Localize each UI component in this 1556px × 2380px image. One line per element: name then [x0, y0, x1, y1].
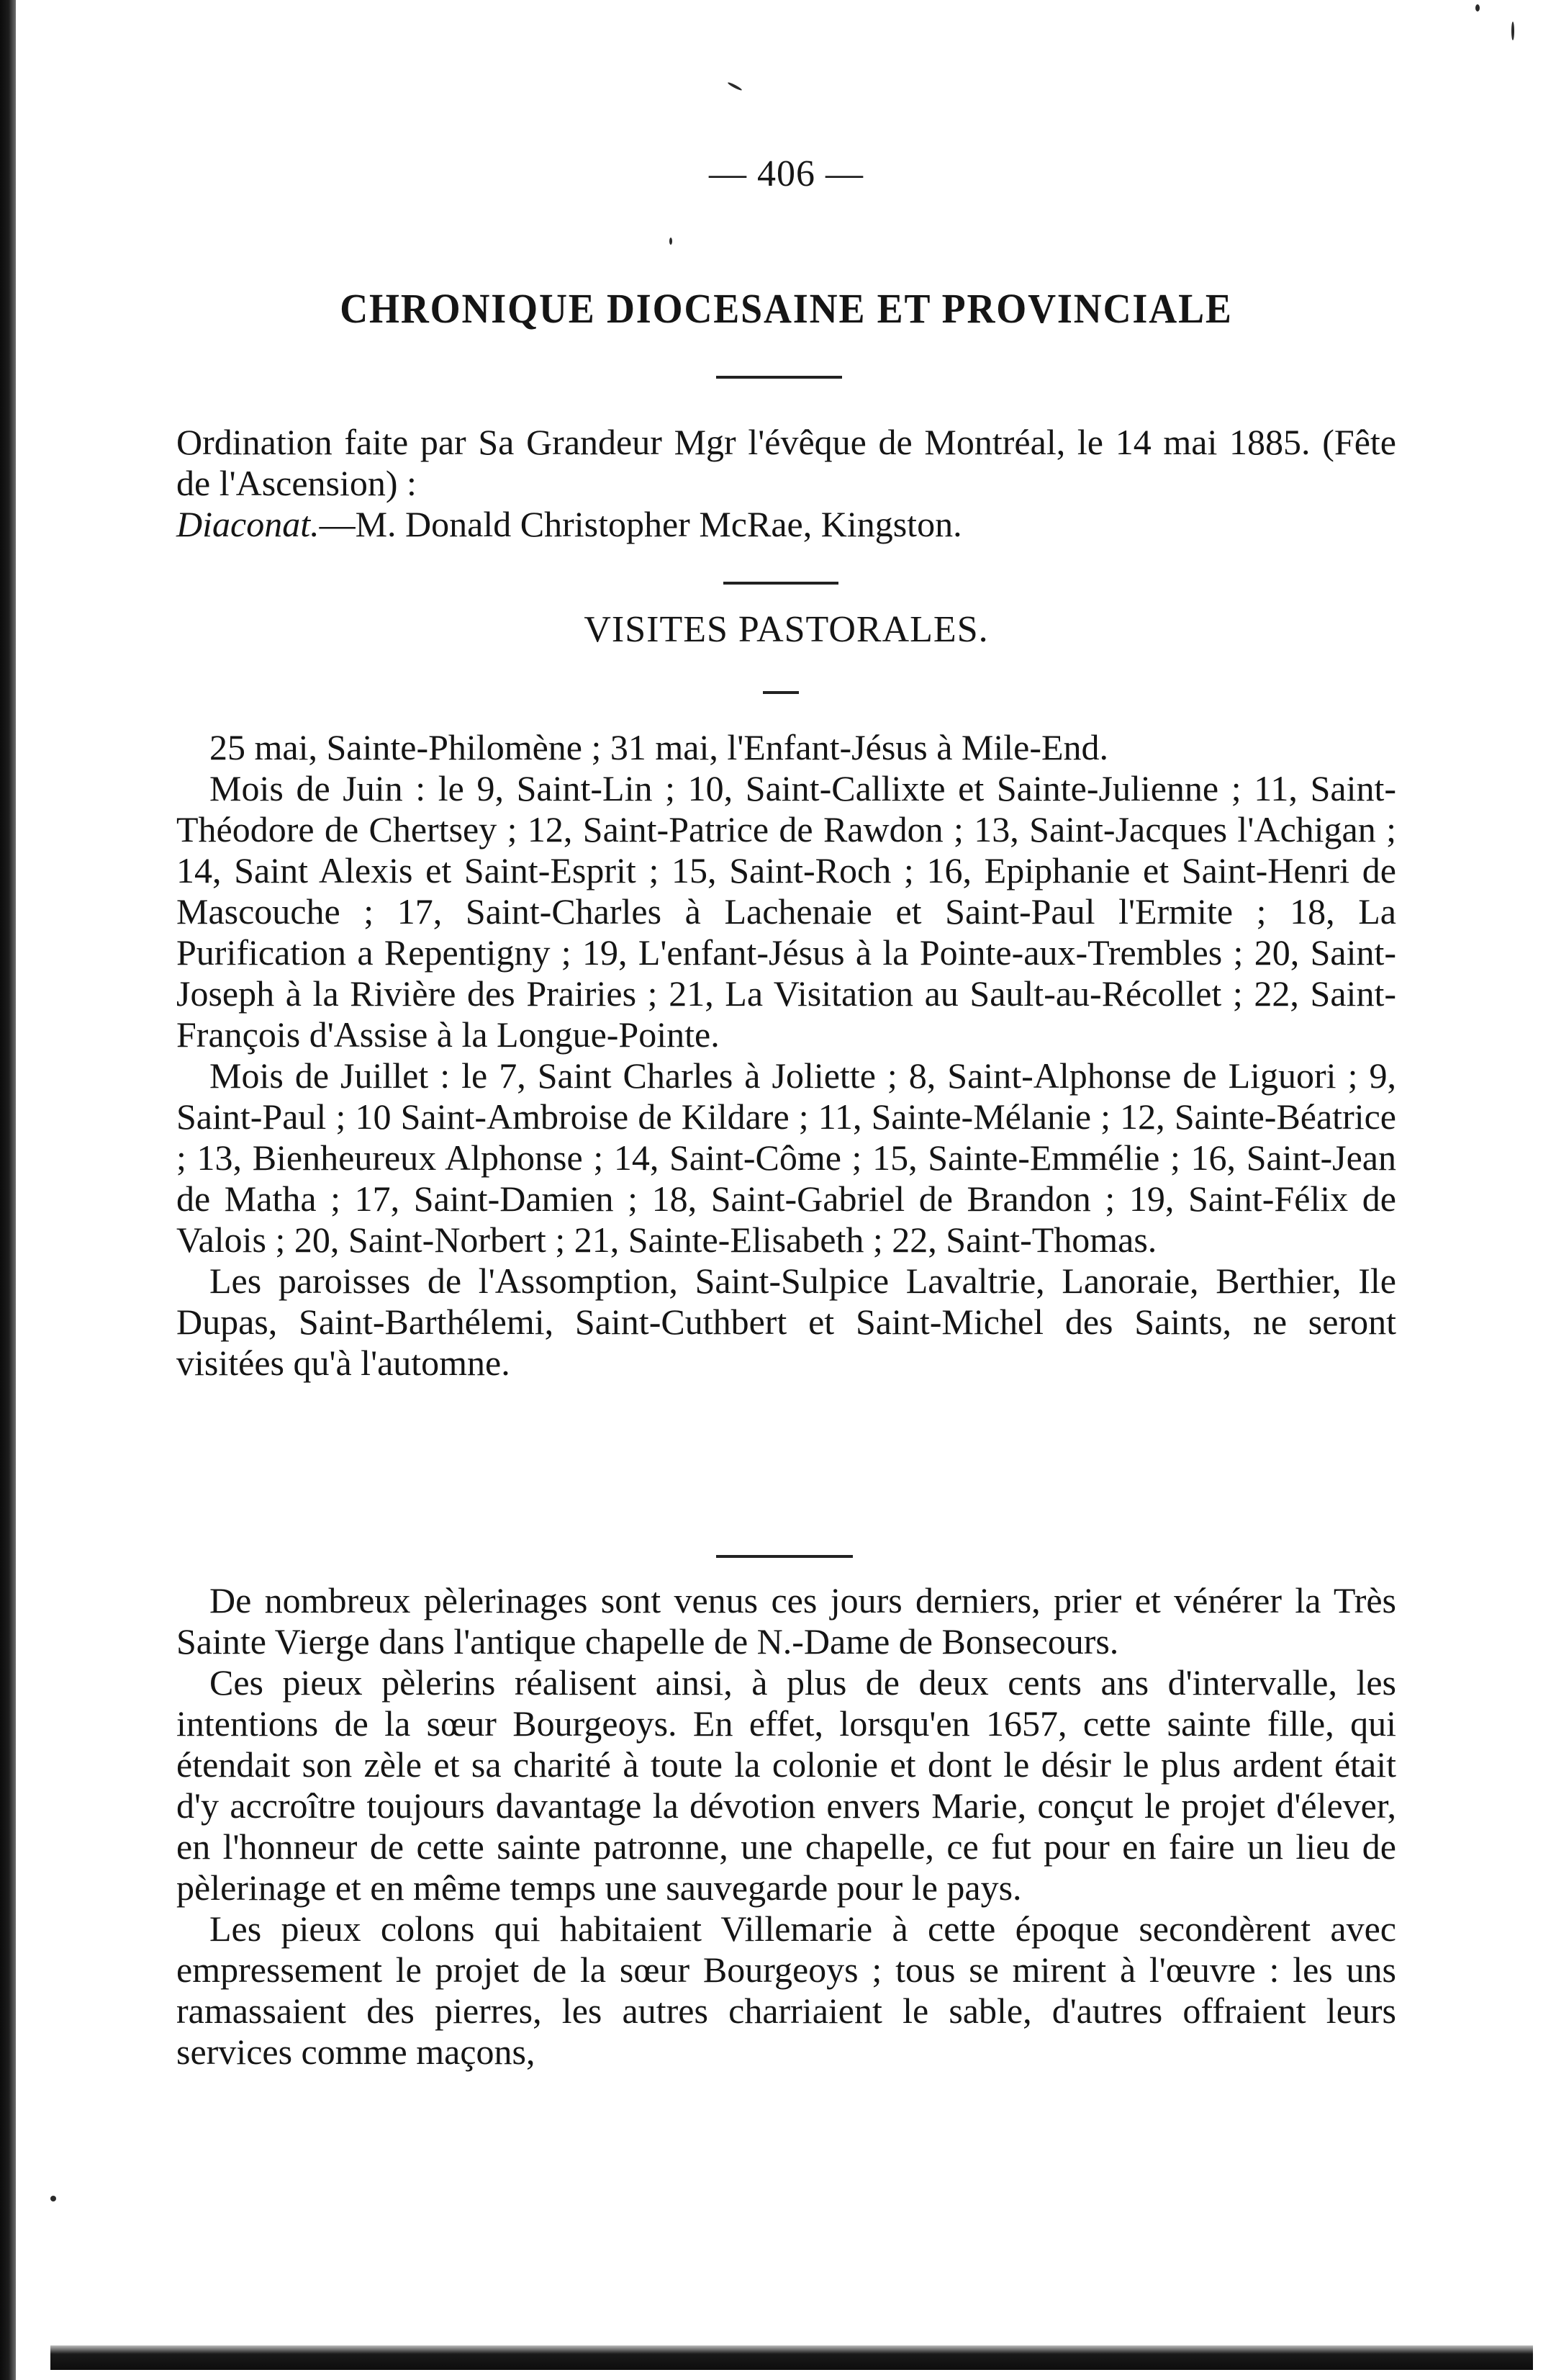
ink-speck: [669, 238, 672, 245]
visites-paragraph-3: Mois de Juillet : le 7, Saint Charles à Joliette ; 8, Saint-Alphonse de Liguori ; 9, Saint-Paul ; 10 Saint-Ambroise de Kildare ; 11, Sainte-Mélanie ; 12, Sainte-Béatrice ; 13, Bienheureux Alphonse ; 14, Saint-Côme ; 15, Sainte-Emmélie ; 16, Saint-Jean de Matha ; 17, Saint-Damien ; 18, Saint-Gabriel de Brandon ; 19, Saint-Félix de Valois ; 20, Saint-Norbert ; 21, Sainte-Elisabeth ; 22, Saint-Thomas.: [176, 1055, 1396, 1260]
diaconat-label: Diaconat.: [176, 504, 320, 544]
chronicle-title: CHRONIQUE DIOCESAINE ET PROVINCIALE: [340, 285, 1233, 332]
page-number: — 406 —: [709, 153, 864, 194]
visites-paragraph-2: Mois de Juin : le 9, Saint-Lin ; 10, Saint-Callixte et Sainte-Julienne ; 11, Saint-Théodore de Chertsey ; 12, Saint-Patrice de Rawdon ; 13, Saint-Jacques l'Achigan ; 14, Saint Alexis et Saint-Esprit ; 15, Saint-Roch ; 16, Epiphanie et Saint-Henri de Mascouche ; 17, Saint-Charles à Lachenaie et Saint-Paul l'Ermite ; 18, La Purification a Repentigny ; 19, L'enfant-Jésus à la Pointe-aux-Trembles ; 20, Saint-Joseph à la Rivière des Prairies ; 21, La Visitation au Sault-au-Récollet ; 22, Saint-François d'Assise à la Longue-Pointe.: [176, 768, 1396, 1055]
title-divider: [716, 376, 842, 379]
pelerinages-block: [176, 1580, 1396, 2073]
ordination-block: [176, 422, 1396, 545]
visites-paragraph-4: Les paroisses de l'Assomption, Saint-Sulpice Lavaltrie, Lanoraie, Berthier, Ile Dupas, Saint-Barthélemi, Saint-Cuthbert et Saint-Michel des Saints, ne seront visitées qu'à l'automne.: [176, 1261, 1396, 1383]
pelerinages-paragraph-2: Ces pieux pèlerins réalisent ainsi, à plus de deux cents ans d'intervalle, les intentions de la sœur Bourgeoys. En effet, lorsqu'en 1657, cette sainte fille, qui étendait son zèle et sa charité à toute la colonie et dont le désir le plus ardent était d'y accroître toujours davantage la dévotion envers Marie, conçut le projet d'élever, en l'honneur de cette sainte patronne, une chapelle, ce fut pour en faire un lieu de pèlerinage et en même temps une sauvegarde pour le pays.: [176, 1662, 1396, 1908]
visites-paragraph-1: 25 mai, Sainte-Philomène ; 31 mai, l'Enfant-Jésus à Mile-End.: [209, 727, 1109, 767]
page-bottom-edge: [50, 2345, 1533, 2370]
pelerinages-paragraph-3: Les pieux colons qui habitaient Villemarie à cette époque secondèrent avec empressement le projet de la sœur Bourgeoys ; tous se mirent à l'œuvre : les uns ramassaient des pierres, les autres charriaient le sable, d'autres offraient leurs services comme maçons,: [176, 1908, 1396, 2072]
short-divider: [763, 691, 799, 694]
book-spine-shadow: [0, 0, 16, 2380]
visites-block: [176, 727, 1396, 1384]
diaconat-person: —M. Donald Christopher McRae, Kingston.: [319, 504, 962, 544]
ink-speck: [50, 2196, 56, 2201]
pelerinages-paragraph-1: De nombreux pèlerinages sont venus ces jours derniers, prier et vénérer la Très Sainte Vierge dans l'antique chapelle de N.-Dame de Bonsecours.: [176, 1580, 1396, 1662]
ordination-text: Ordination faite par Sa Grandeur Mgr l'évêque de Montréal, le 14 mai 1885. (Fête de l'Ascension) :: [176, 422, 1396, 503]
visites-heading: VISITES PASTORALES.: [584, 609, 989, 650]
section-divider: [723, 582, 838, 585]
ink-speck: [1511, 22, 1514, 40]
ink-speck: [727, 81, 742, 91]
ink-speck: [1475, 4, 1480, 12]
ordination-diaconat: [176, 504, 1396, 545]
section-divider-2: [716, 1555, 853, 1558]
